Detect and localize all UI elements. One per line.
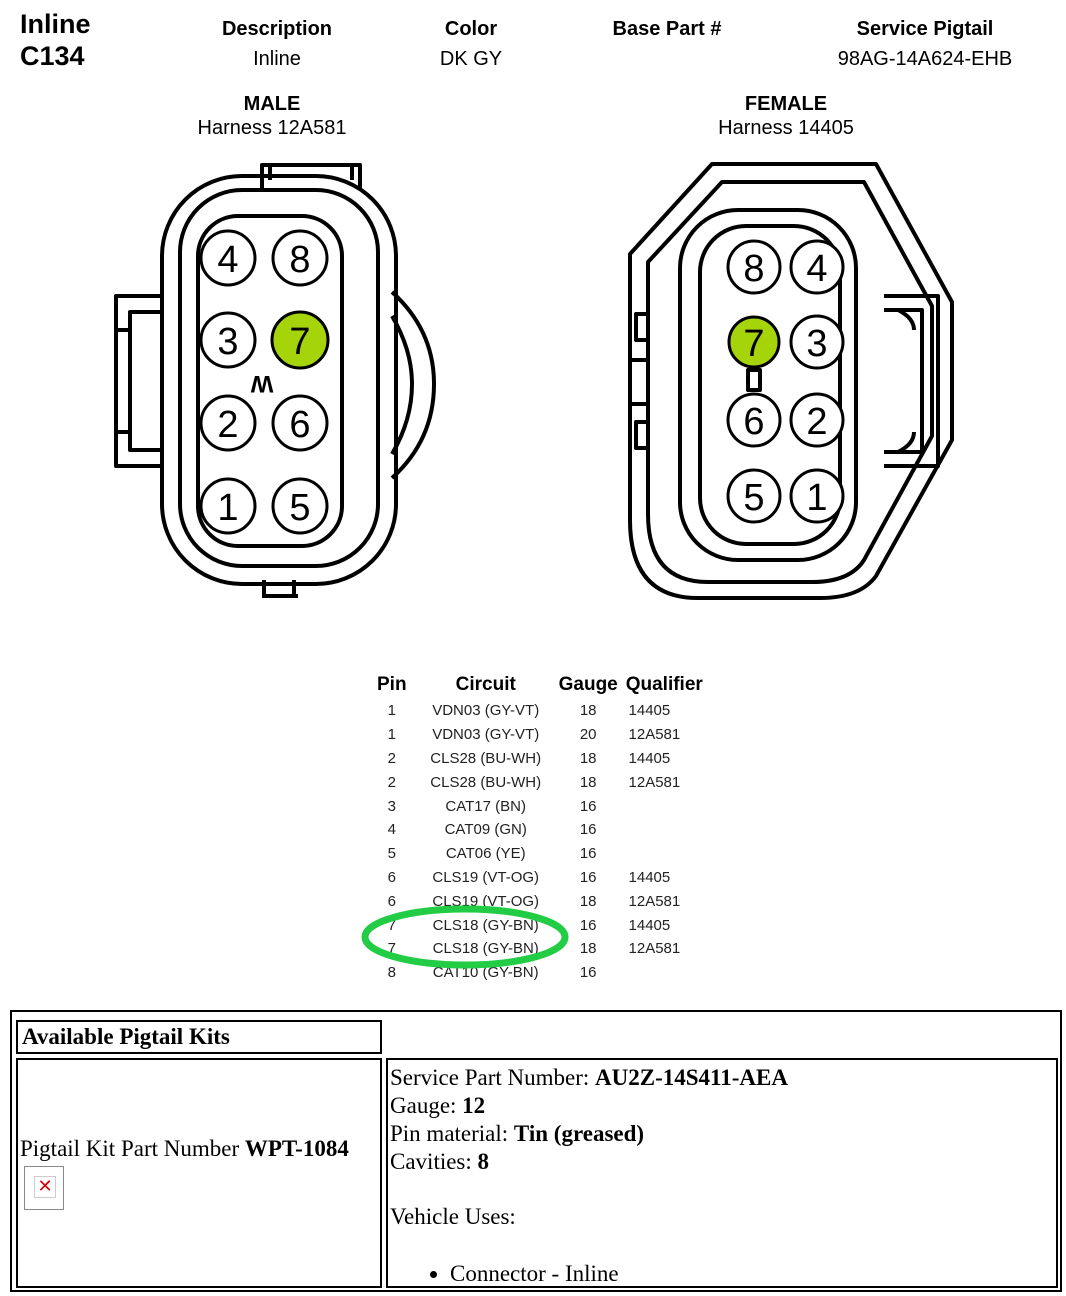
service-pigtail-label: Service Pigtail [856, 18, 994, 40]
material-line [390, 1120, 1056, 1148]
qualifier-cell: 12A581 [628, 726, 681, 744]
gauge-cell: 20 [579, 726, 597, 744]
gauge-line [390, 1092, 1056, 1120]
male-connector-body [116, 165, 434, 596]
pin-table-row [368, 699, 708, 723]
qualifier-cell [621, 842, 708, 866]
spn-line [390, 1064, 1056, 1092]
male-pin-label: 7 [289, 321, 311, 363]
qualifier-cell: 14405 [628, 702, 671, 720]
cavities-value: 8 [477, 1149, 490, 1174]
male-pin-label: 2 [217, 404, 239, 446]
base-part-label: Base Part # [612, 18, 722, 40]
pin-table-row [368, 866, 708, 890]
pin-cell: 7 [387, 916, 396, 934]
qualifier-cell: 12A581 [628, 940, 681, 958]
cavities-label: Cavities: [390, 1149, 472, 1174]
gauge-cell: 16 [579, 868, 597, 886]
service-pigtail-value: 98AG-14A624-EHB [837, 48, 1013, 70]
pin-cell: 8 [387, 964, 396, 982]
female-pin-label: 1 [806, 477, 828, 519]
circuit-cell: VDN03 (GY-VT) [432, 702, 540, 720]
pigtail-kit-cell [16, 1058, 382, 1288]
pin-cell: 7 [387, 940, 396, 958]
gauge-cell: 18 [579, 749, 597, 767]
qualifier-cell: 12A581 [628, 892, 681, 910]
vehicle-use-item: • Connector - Inline [450, 1260, 1056, 1288]
qualifier-header: Qualifier [625, 674, 703, 695]
qualifier-cell: 14405 [628, 749, 671, 767]
pin-cell: 3 [387, 797, 396, 815]
vehicle-uses-list [390, 1260, 1056, 1288]
pin-cell: 2 [387, 773, 396, 791]
broken-image-icon: ✕ [24, 1166, 64, 1210]
circuit-cell: CLS19 (VT-OG) [432, 868, 540, 886]
qualifier-cell [621, 794, 708, 818]
female-pin-label: 2 [806, 401, 828, 443]
pin-cell: 2 [387, 749, 396, 767]
pin-table-row [368, 770, 708, 794]
female-pin-label: 8 [743, 248, 765, 290]
pin-table-row [368, 747, 708, 771]
gauge-header: Gauge [558, 674, 618, 695]
circuit-cell: CAT09 (GN) [444, 821, 527, 839]
color-value: DK GY [439, 48, 503, 70]
female-harness: Harness 14405 [718, 117, 854, 139]
female-pin-label: 6 [743, 401, 765, 443]
highlight-ellipse [350, 900, 580, 980]
circuit-cell: CLS28 (BU-WH) [430, 749, 542, 767]
pigtail-kit-line [20, 1136, 349, 1162]
pin-cell: 5 [387, 845, 396, 863]
circuit-cell: CLS19 (VT-OG) [432, 892, 540, 910]
circuit-cell: CLS18 (GY-BN) [432, 916, 539, 934]
pin-table-row [368, 794, 708, 818]
gauge-cell: 16 [579, 797, 597, 815]
male-harness: Harness 12A581 [197, 117, 347, 139]
cavities-line [390, 1148, 1056, 1176]
pin-table-row [368, 842, 708, 866]
qualifier-cell [621, 818, 708, 842]
gauge-cell: 16 [579, 964, 597, 982]
gauge-value: 12 [462, 1093, 486, 1118]
circuit-cell: CAT17 (BN) [445, 797, 526, 815]
pin-cell: 4 [387, 821, 396, 839]
circuit-header: Circuit [455, 674, 516, 695]
gauge-label: Gauge: [390, 1093, 457, 1118]
gauge-cell: 16 [579, 845, 597, 863]
pigtail-details-cell [386, 1058, 1058, 1288]
pin-cell: 6 [387, 868, 396, 886]
material-value: Tin (greased) [513, 1121, 645, 1146]
gauge-cell: 18 [579, 773, 597, 791]
connector-type: Inline [20, 9, 91, 39]
qualifier-cell: 12A581 [628, 773, 681, 791]
female-pin-group [728, 241, 843, 522]
male-pin-label: 5 [289, 487, 311, 529]
pin-table-header [368, 671, 708, 699]
circuit-cell: CLS18 (GY-BN) [432, 940, 539, 958]
gauge-cell: 18 [579, 892, 597, 910]
male-pin-label: 8 [289, 239, 311, 281]
material-label: Pin material: [390, 1121, 509, 1146]
qualifier-cell [621, 961, 708, 985]
color-label: Color [444, 18, 498, 40]
gauge-cell: 16 [579, 821, 597, 839]
qualifier-cell: 14405 [628, 868, 671, 886]
pin-header: Pin [377, 674, 407, 695]
connector-number: C134 [20, 41, 85, 71]
male-pin-label: 1 [217, 487, 239, 529]
female-pin-label: 3 [806, 323, 828, 365]
female-connector-body [630, 164, 952, 598]
male-key-mark: W [250, 370, 274, 397]
female-pin-label: 5 [743, 477, 765, 519]
circuit-cell: VDN03 (GY-VT) [432, 726, 540, 744]
pigtail-heading: Available Pigtail Kits [16, 1020, 382, 1054]
kit-label: Pigtail Kit Part Number [20, 1136, 240, 1161]
gauge-cell: 16 [579, 916, 597, 934]
description-label: Description [221, 18, 333, 40]
male-pin-label: 6 [289, 404, 311, 446]
pin-cell: 6 [387, 892, 396, 910]
circuit-cell: CAT10 (GY-BN) [432, 964, 539, 982]
vehicle-uses-label: Vehicle Uses: [390, 1204, 516, 1229]
gauge-cell: 18 [579, 702, 597, 720]
gauge-cell: 18 [579, 940, 597, 958]
female-pin-label: 7 [743, 323, 765, 365]
spn-label: Service Part Number: [390, 1065, 590, 1090]
pigtail-kit-table [10, 1010, 1062, 1292]
spn-value: AU2Z-14S411-AEA [595, 1065, 788, 1090]
pin-cell: 1 [387, 702, 396, 720]
description-value: Inline [253, 48, 301, 70]
pin-cell: 1 [387, 726, 396, 744]
pin-table-row [368, 818, 708, 842]
circuit-cell: CAT06 (YE) [445, 845, 526, 863]
female-pin-label: 4 [806, 248, 828, 290]
female-title: FEMALE [744, 93, 828, 115]
male-pin-label: 4 [217, 239, 239, 281]
kit-value: WPT-1084 [244, 1136, 349, 1161]
male-pin-label: 3 [217, 321, 239, 363]
circuit-cell: CLS28 (BU-WH) [430, 773, 542, 791]
pin-table-row [368, 723, 708, 747]
male-title: MALE [243, 93, 301, 115]
qualifier-cell: 14405 [628, 916, 671, 934]
